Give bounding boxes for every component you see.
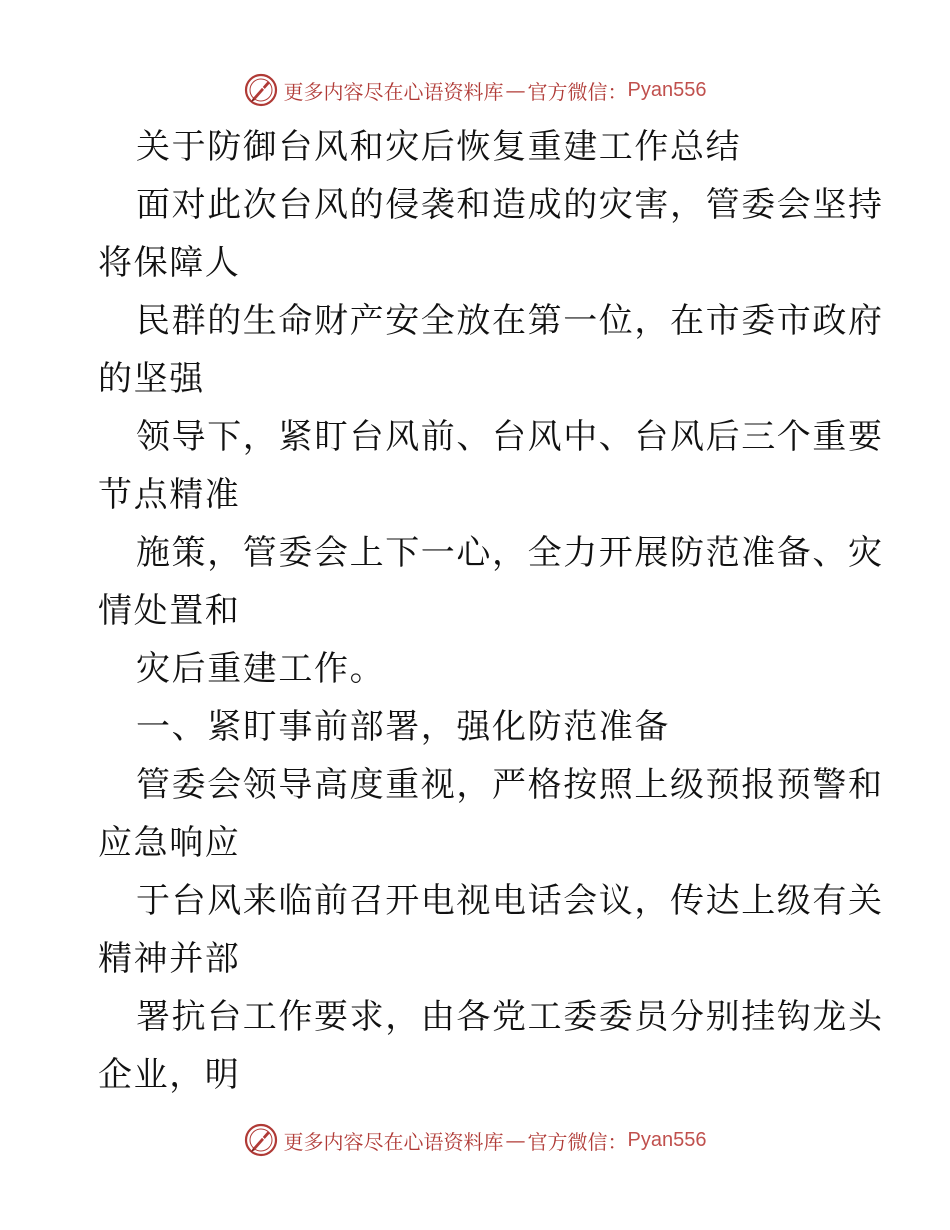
text-line: 应急响应 bbox=[98, 823, 241, 863]
document-body bbox=[98, 118, 884, 1104]
text-line: 精神并部 bbox=[98, 939, 241, 979]
banner-wechat-label: 官方微信： bbox=[527, 1129, 628, 1154]
text-line: 民群的生命财产安全放在第一位，在市委市政府 bbox=[136, 301, 884, 341]
banner-separator: — bbox=[505, 78, 526, 102]
text-line: 情处置和 bbox=[98, 591, 241, 631]
quill-logo-icon bbox=[244, 73, 278, 107]
text-line: 灾后重建工作。 bbox=[136, 649, 386, 689]
text-line: 将保障人 bbox=[98, 243, 241, 283]
text-line: 管委会领导高度重视，严格按照上级预报预警和 bbox=[136, 765, 884, 805]
text-line: 署抗台工作要求，由各党工委委员分别挂钩龙头 bbox=[136, 997, 884, 1037]
banner-separator: — bbox=[505, 1128, 526, 1152]
text-line: 于台风来临前召开电视电话会议，传达上级有关 bbox=[136, 881, 884, 921]
text-line: 关于防御台风和灾后恢复重建工作总结 bbox=[136, 127, 742, 167]
quill-logo-icon bbox=[244, 1123, 278, 1157]
text-line: 面对此次台风的侵袭和造成的灾害，管委会坚持 bbox=[136, 185, 884, 225]
text-line: 一、紧盯事前部署，强化防范准备 bbox=[136, 707, 670, 747]
banner-text: 更多内容尽在心语资料库 bbox=[283, 79, 504, 104]
header-banner bbox=[0, 70, 950, 110]
banner-wechat-id: Pyan556 bbox=[627, 1128, 707, 1151]
banner-wechat-id: Pyan556 bbox=[627, 78, 707, 101]
text-line: 节点精准 bbox=[98, 475, 241, 515]
banner-text: 更多内容尽在心语资料库 bbox=[283, 1129, 504, 1154]
footer-banner bbox=[0, 1120, 950, 1160]
text-line: 领导下，紧盯台风前、台风中、台风后三个重要 bbox=[136, 417, 884, 457]
text-line: 企业，明 bbox=[98, 1055, 241, 1095]
text-line: 施策，管委会上下一心，全力开展防范准备、灾 bbox=[136, 533, 884, 573]
banner-wechat-label: 官方微信： bbox=[527, 79, 628, 104]
text-line: 的坚强 bbox=[98, 359, 205, 399]
